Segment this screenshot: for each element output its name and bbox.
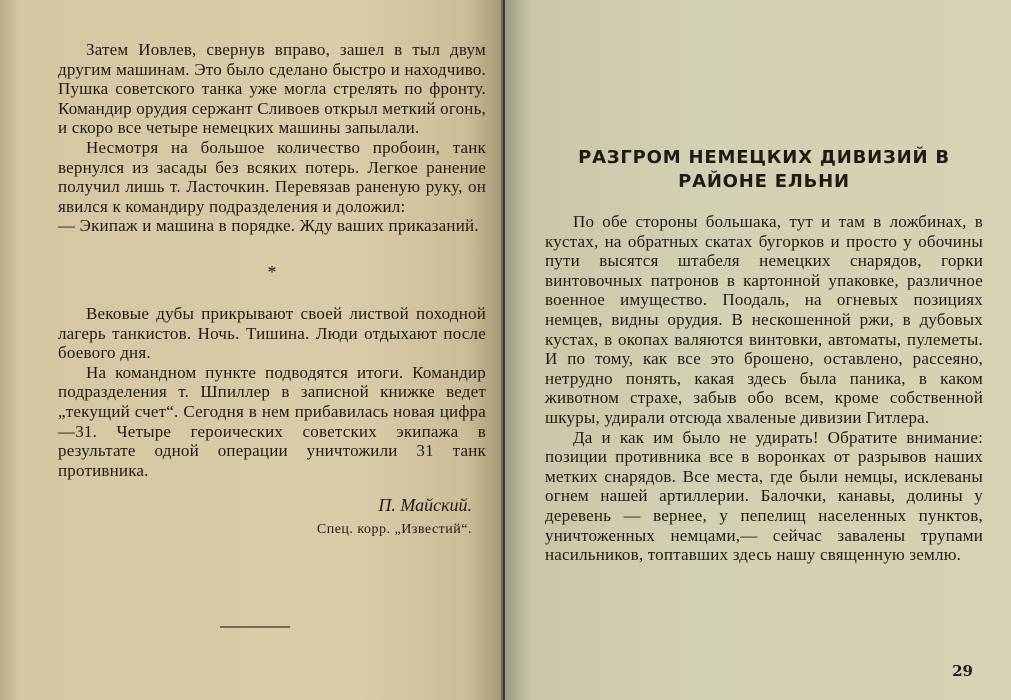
heading-line: РАЙОНЕ ЕЛЬНИ xyxy=(678,171,850,192)
paragraph: Вековые дубы прикрывают своей листвой походной лагерь танкистов. Ночь. Тишина. Люди отдыхают после боевого дня. xyxy=(58,303,486,363)
paragraph: Да и как им было не удирать! Обратите внимание: позиции противника все в воронках от разрывов наших метких снарядов. Все места, где были немцы, исклеваны огнем нашей артиллерии. Балочки, канавы, долины у деревень — вернее, у пепелищ населенных пунктов, уничтоженных немцами,— сейчас завалены трупами насильников, топтавших здесь нашу священную землю. xyxy=(545,427,983,565)
signature-role: Спец. корр. „Известий“. xyxy=(316,522,472,538)
paragraph: На командном пункте подводятся итоги. Командир подразделения т. Шпиллер в записной книжке ведет „текущий счет“. Сегодня в нем прибавилась новая цифра —31. Четыре героических советских экипажа в результате одной операции уничтожили 31 танк противника. xyxy=(58,362,486,480)
article-heading xyxy=(545,146,983,194)
signature-name: П. Майский. xyxy=(378,495,472,516)
paragraph: Затем Иовлев, свернув вправо, зашел в тыл двум другим машинам. Это было сделано быстро и находчиво. Пушка советского танка уже могла стрелять по фронту. Командир орудия сержант Сливоев открыл меткий огонь, и скоро все четыре немецких машины запылали. xyxy=(58,40,486,138)
section-separator: * xyxy=(267,261,277,282)
left-page xyxy=(0,0,503,700)
right-page xyxy=(505,0,1011,700)
paragraph: По обе стороны большака, тут и там в ложбинах, в кустах, на обратных скатах бугорков и просто у обочины пути высятся штабеля немецких снарядов, горки винтовочных патронов в картонной упаковке, различное военное имущество. Поодаль, на огневых позициях немцев, видны орудия. В нескошенной ржи, в дубовых кустах, в окопах валяются винтовки, автоматы, пулеметы. И по тому, как все это брошено, оставлено, рассеяно, нетрудно понять, какая здесь была паника, в каком животном страхе, забыв обо всем, кроме собственной шкуры, удирали отсюда хваленые дивизии Гитлера. xyxy=(545,212,983,427)
left-column xyxy=(58,40,486,538)
paragraph: — Экипаж и машина в порядке. Жду ваших приказаний. xyxy=(58,216,479,236)
paragraph: Несмотря на большое количество пробоин, танк вернулся из засады без всяких потерь. Легкое ранение получил лишь т. Ласточкин. Перевязав раненую руку, он явился к командиру подразделения и доложил: xyxy=(58,137,486,216)
page-number: 29 xyxy=(952,662,973,680)
right-column xyxy=(545,146,983,565)
heading-line: РАЗГРОМ НЕМЕЦКИХ ДИВИЗИЙ В xyxy=(578,147,950,168)
end-rule xyxy=(220,626,290,628)
